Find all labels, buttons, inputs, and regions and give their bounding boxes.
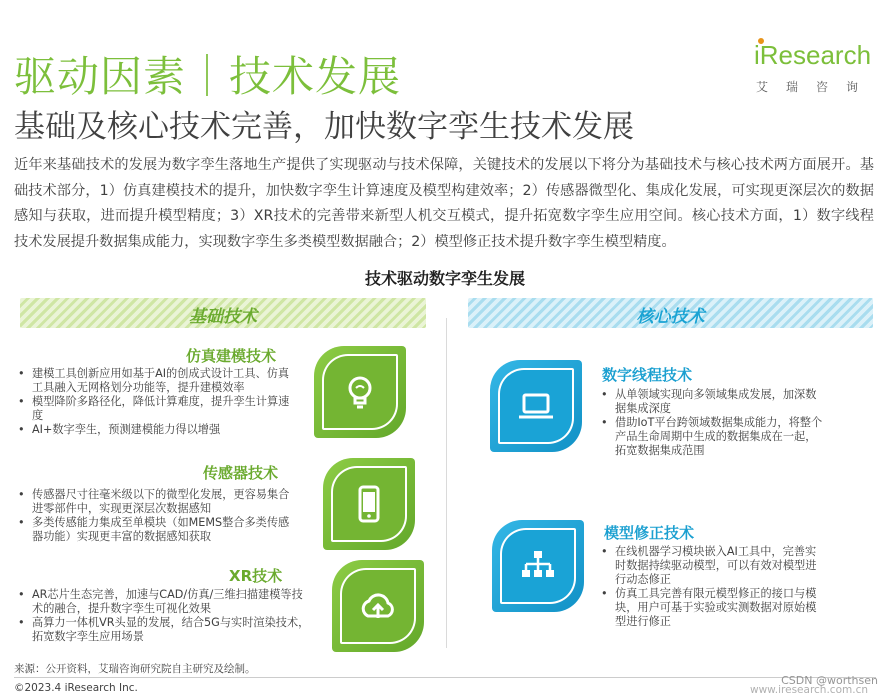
section-title-sensor: 传感器技术 [203,464,279,482]
cloud-upload-icon [358,586,398,626]
band-core-tech-label: 核心技术 [636,307,705,327]
list-item: • 模型降阶多路径化，降低计算难度，提升孪生计算速度 [14,395,298,423]
list-item: • 传感器尺寸往毫米级以下的微型化发展，更容易集合进零部件中，实现更深层次数据感知 [14,488,298,516]
tile-model-correction [492,520,584,612]
tile-simulation [314,346,406,438]
logo-brand: iResearch [754,40,872,70]
list-item: • AR芯片生态完善，加速与CAD/仿真/三维扫描建模等技术的融合，提升数字孪生可视化效果 [14,588,310,616]
page-subtitle: 基础及核心技术完善，加快数字孪生技术发展 [14,109,634,145]
list-item: • 在线机器学习模块嵌入AI工具中，完善实时数据持续驱动模型，可以有效对模型进行动态修正 [597,545,823,587]
hierarchy-icon [518,546,558,586]
tile-xr [332,560,424,652]
section-title-digital-thread: 数字线程技术 [602,366,693,384]
list-item: • 建模工具创新应用如基于AI的创成式设计工具、仿真工具融入无网格划分功能等，提升建模效率 [14,367,298,395]
list-item: • 借助IoT平台跨领域数据集成能力，将整个产品生命周期中生成的数据集成在一起，拓宽数据集成范围 [597,416,823,458]
band-basic-tech [20,298,426,328]
copyright: ©2023.4 iResearch Inc. [14,682,138,694]
tile-digital-thread [490,360,582,452]
section-title-model-correction: 模型修正技术 [604,524,695,542]
section-bullets-xr [14,588,310,644]
intro-paragraph: 近年来基础技术的发展为数字孪生落地生产提供了实现驱动与技术保障，关键技术的发展以下将分为基础技术与核心技术两方面展开。基础技术部分，1）仿真建模技术的提升，加快数字孪生计算速度及模型构建效率；2）传感器微型化、集成化发展，可实现更深层次的数据感知与获取，进而提升模型精度；3）XR技术的完善带来新型人机交互模式，提升拓宽数字孪生应用空间。核心技术方面，1）数字线程技术发展提升数据集成能力，实现数字孪生多类模型数据融合；2）模型修正技术提升数字孪生模型精度。 [14,157,874,250]
section-bullets-digital-thread [597,388,823,458]
laptop-icon [516,386,556,426]
list-item: • 仿真工具完善有限元模型修正的接口与模块，用户可基于实验或实测数据对原始模型进行修正 [597,587,823,629]
watermark: CSDN @worthsen [781,674,878,687]
logo-cn: 艾瑞咨询 [756,80,877,94]
tile-sensor [323,458,415,550]
iresearch-logo [754,36,877,96]
lightbulb-icon [340,372,380,412]
page-title: 驱动因素｜技术发展 [14,52,402,101]
section-bullets-sensor [14,488,298,544]
section-bullets-simulation [14,367,298,437]
footer-url: www.iresearch.com.cn [749,684,868,696]
list-item: • AI+数字孪生，预测建模能力得以增强 [14,423,298,437]
band-basic-tech-label: 基础技术 [189,307,257,327]
footer-divider [14,677,876,678]
source-note: 来源：公开资料，艾瑞咨询研究院自主研究及绘制。 [14,663,256,675]
band-core-tech [468,298,873,328]
list-item: • 从单领域实现向多领域集成发展，加深数据集成深度 [597,388,823,416]
list-item: • 高算力一体机VR头显的发展，结合5G与实时渲染技术，拓宽数字孪生应用场景 [14,616,310,644]
smartphone-icon [349,484,389,524]
diagram-title: 技术驱动数字孪生发展 [364,269,525,288]
center-divider [446,318,447,648]
section-title-xr: XR技术 [229,567,283,585]
section-bullets-model-correction [597,545,823,629]
section-title-simulation: 仿真建模技术 [186,347,277,365]
list-item: • 多类传感能力集成至单模块（如MEMS整合多类传感器功能）实现更丰富的数据感知获取 [14,516,298,544]
